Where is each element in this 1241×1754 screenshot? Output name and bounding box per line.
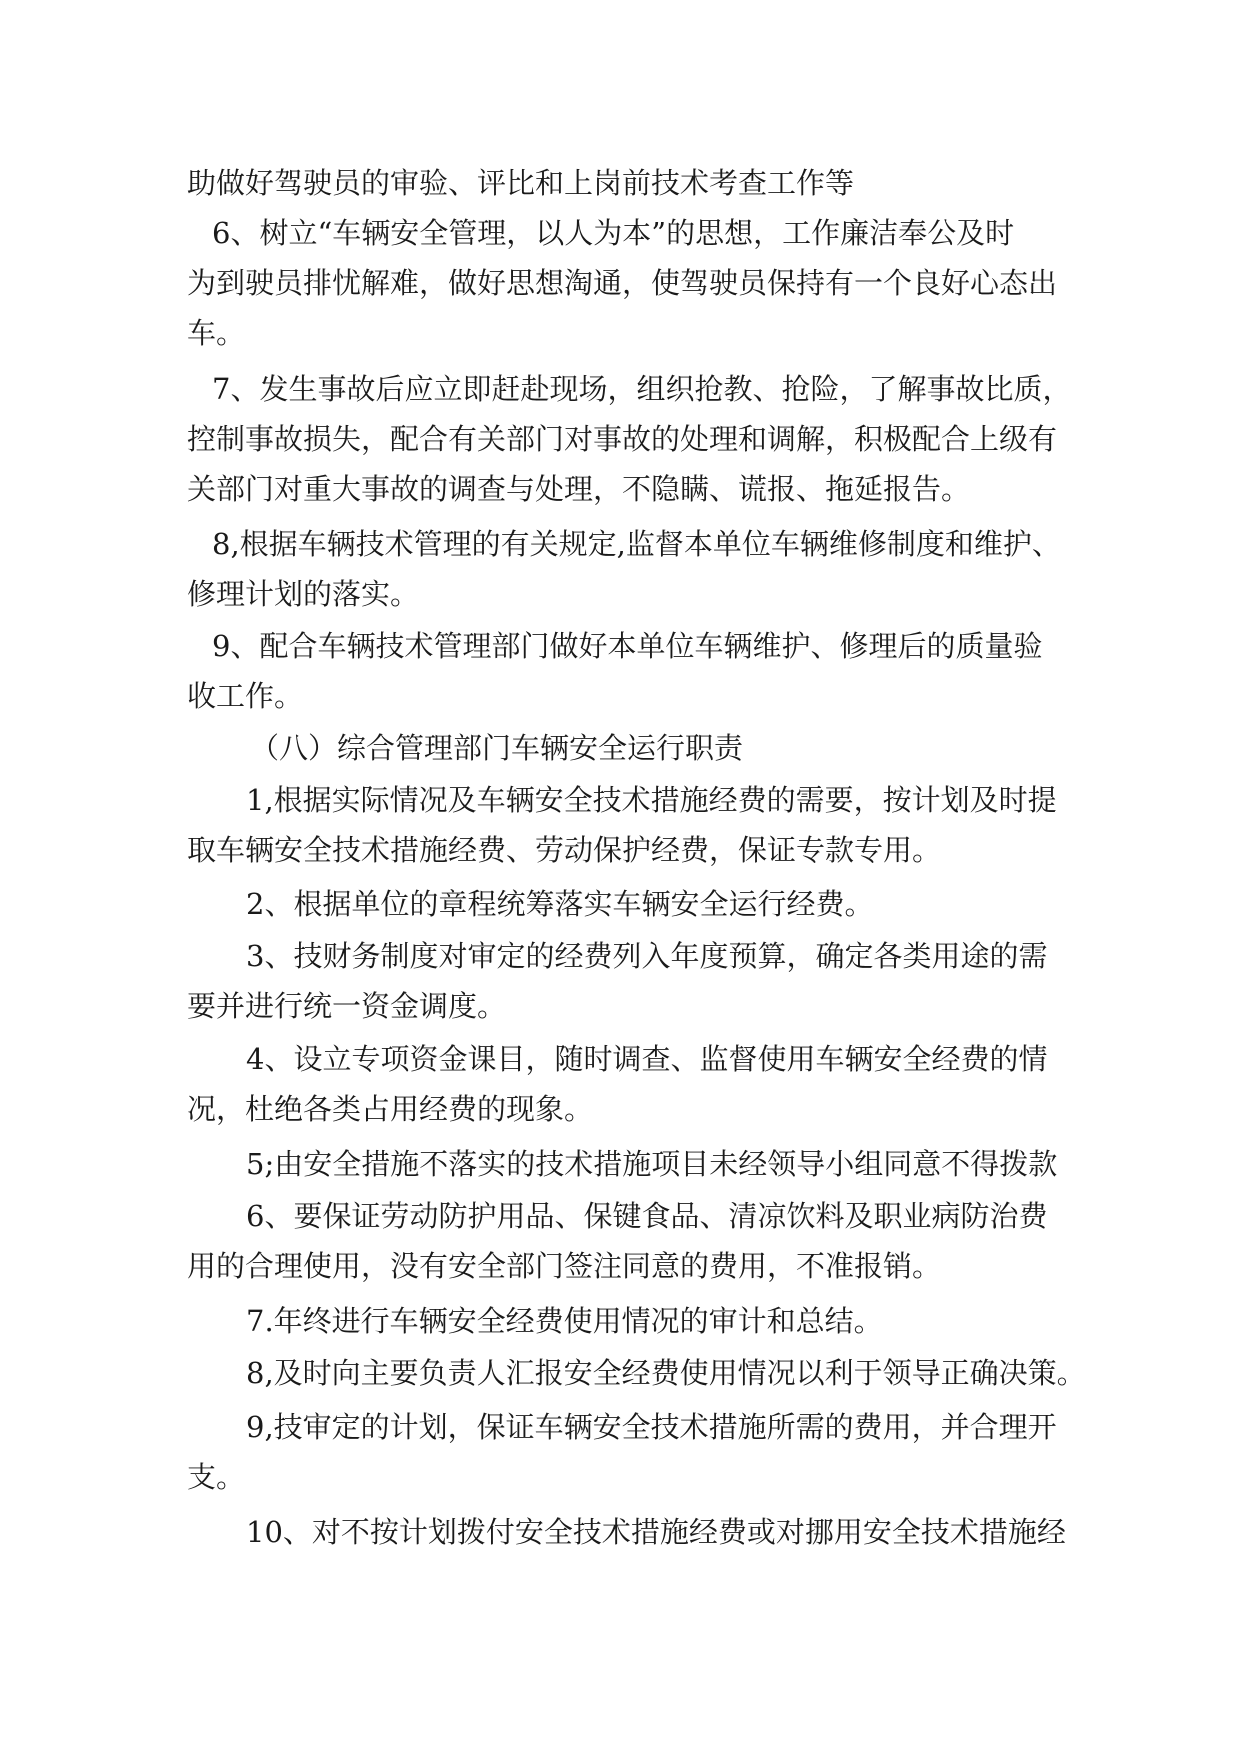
text-line: 况，杜绝各类占用经费的现象。 (187, 1092, 594, 1126)
text-line: 10、对不按计划拨付安全技术措施经费或对挪用安全技术措施经 (246, 1515, 1066, 1549)
text-line: 收工作。 (187, 679, 304, 713)
text-line: 用的合理使用，没有安全部门签注同意的费用，不准报销。 (187, 1249, 942, 1283)
text-line: 2、根据单位的章程统筹落实车辆安全运行经费。 (246, 887, 874, 921)
text-line: 3、技财务制度对审定的经费列入年度预算，确定各类用途的需 (246, 939, 1048, 973)
text-line: 支。 (187, 1460, 246, 1494)
text-line: 8,根据车辆技术管理的有关规定,监督本单位车辆维修制度和维护、 (212, 527, 1061, 561)
text-line: 控制事故损失，配合有关部门对事故的处理和调解，积极配合上级有 (187, 422, 1058, 456)
text-line: 4、设立专项资金课目，随时调查、监督使用车辆安全经费的情 (246, 1042, 1048, 1076)
text-line: 关部门对重大事故的调查与处理，不隐瞒、谎报、拖延报告。 (187, 472, 971, 506)
section-heading: （八）综合管理部门车辆安全运行职责 (250, 731, 744, 765)
text-line: 6、要保证劳动防护用品、保键食品、清凉饮料及职业病防治费 (246, 1199, 1048, 1233)
text-line: 7.年终进行车辆安全经费使用情况的审计和总结。 (246, 1304, 883, 1338)
text-line: 5;由安全措施不落实的技术措施项目未经领导小组同意不得拨款 (246, 1147, 1058, 1181)
text-line: 修理计划的落实。 (187, 577, 420, 611)
text-line: 9、配合车辆技术管理部门做好本单位车辆维护、修理后的质量验 (212, 629, 1043, 663)
text-line: 9,技审定的计划，保证车辆安全技术措施所需的费用，并合理开 (246, 1410, 1057, 1444)
text-line: 7、发生事故后应立即赶赴现场，组织抢教、抢险，了解事故比质， (212, 372, 1072, 406)
text-line: 取车辆安全技术措施经费、劳动保护经费，保证专款专用。 (187, 833, 942, 867)
text-line: 为到驶员排忧解难，做好思想淘通，使驾驶员保持有一个良好心态出 (187, 266, 1058, 300)
text-line: 6、树立“车辆安全管理，以人为本”的思想，工作廉洁奉公及时 (212, 216, 1015, 250)
text-line: 要并进行统一资金调度。 (187, 989, 507, 1023)
text-line: 1,根据实际情况及车辆安全技术措施经费的需要，按计划及时提 (246, 783, 1057, 817)
text-line: 助做好驾驶员的审验、评比和上岗前技术考查工作等 (187, 166, 855, 200)
text-line: 车。 (187, 316, 246, 350)
text-line: 8,及时向主要负责人汇报安全经费使用情况以利于领导正确决策。 (246, 1356, 1086, 1390)
